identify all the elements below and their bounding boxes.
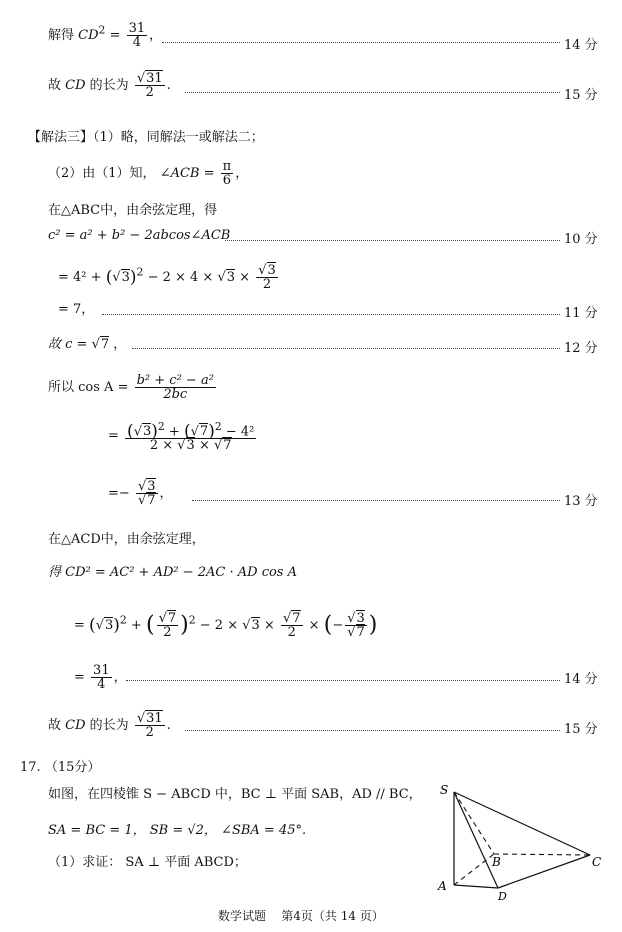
label-b: B — [492, 855, 501, 869]
sup: 2 — [98, 23, 106, 37]
cd-length-line: 故 CD 的长为 $\frac{√31}{2}$ . — [48, 71, 171, 100]
fraction: $\frac{\text{b² + c² − a²}}{2bc}$ — [136, 373, 214, 402]
cd-substitution: = $(√3)^2$ + ( $\frac{√7}{2}$ )$^2$ − 2 × √3 × $\frac{√7}{2}$ × (− $\frac{√3}{√7}$ ) — [74, 611, 378, 640]
score-leader — [102, 314, 560, 315]
fraction: $\frac{31}{4}$ — [128, 21, 146, 50]
fraction: $\frac{√31}{2}$ — [136, 71, 163, 100]
score-leader — [126, 680, 560, 681]
q17-header — [20, 760, 100, 776]
var-cd: CD — [78, 28, 99, 43]
score-11: 11 分 — [564, 306, 598, 321]
fraction: $\frac{√3}{2}$ — [258, 263, 276, 292]
fraction: $\frac{√3}{√7}$ — [137, 479, 156, 508]
score-14b: 14 分 — [564, 672, 598, 687]
eq7-line: = 7， — [58, 302, 95, 317]
c-value-line: 故 c = √7 ， — [48, 337, 127, 352]
label-s: S — [440, 783, 449, 797]
acd-law-intro: 在△ACD中，由余弦定理， — [48, 532, 205, 547]
label-c: C — [592, 855, 602, 869]
cd-length-line-2: 故 CD 的长为 $\frac{√31}{2}$ . — [48, 711, 171, 740]
score-leader — [162, 42, 560, 43]
fraction: $\frac{√31}{2}$ — [136, 711, 163, 740]
eq: = — [109, 28, 121, 43]
score-15b: 15 分 — [564, 722, 598, 737]
pyramid-figure — [432, 780, 608, 900]
abc-law-intro: 在△ABC中，由余弦定理，得 — [48, 203, 218, 218]
text: 解得 — [48, 28, 75, 43]
cosA-line: 所以 cos A = $\frac{\text{b² + c² − a²}}{2bc}$ — [48, 373, 214, 402]
score-leader — [225, 240, 560, 241]
fraction: $\frac{\pi}{6}$ — [222, 159, 232, 188]
q17-stem-2: SA = BC = 1， SB = √2， ∠SBA = 45°. — [48, 823, 307, 838]
cos-law-abc: c² = a² + b² − 2abcos∠ACB — [48, 228, 231, 243]
score-leader — [192, 500, 560, 501]
score-15a: 15 分 — [564, 88, 598, 103]
solve-cd-line: 解得 $CD^2$ = $\frac{31}{4}$ ， — [48, 21, 163, 50]
score-12: 12 分 — [564, 341, 598, 356]
cos-law-acd: 得 CD² = AC² + AD² − 2AC · AD cos A — [48, 565, 297, 580]
score-14a: 14 分 — [564, 38, 598, 53]
fraction: $\frac{31}{4}$ — [93, 663, 110, 692]
q17-part1: （1）求证： SA ⊥ 平面 ABCD； — [48, 855, 247, 870]
page-footer — [218, 908, 384, 924]
footer-page-number: 第4页（共 14 页） — [281, 909, 384, 923]
score-10: 10 分 — [564, 232, 598, 247]
label-d: D — [498, 890, 507, 900]
solution3-header: 【解法三】（1）略，同解法一或解法二； — [28, 130, 264, 145]
label-a: A — [438, 879, 447, 893]
question-points: （15分） — [44, 760, 101, 775]
fraction: $\frac{(√3)^2 + (√7)^2 - 4^2}{2 \times √3 \times √7}$ — [127, 420, 255, 454]
cosA-result: =− $\frac{√3}{√7}$ ， — [108, 479, 173, 508]
step1-line: = $4^2 + (√3)^2 - 2 \times 4 \times √3$ × $\frac{√3}{2}$ — [58, 263, 276, 292]
question-number: 17. — [20, 760, 41, 775]
score-leader — [185, 92, 560, 93]
q17-stem-1: 如图，在四棱锥 S − ABCD 中，BC ⊥ 平面 SAB，AD // BC， — [48, 787, 422, 802]
score-13: 13 分 — [564, 494, 598, 509]
cd-sq-result: = $\frac{31}{4}$ ， — [74, 663, 127, 692]
footer-subject: 数学试题 — [218, 909, 267, 923]
cosA-substitution: = $\frac{(√3)^2 + (√7)^2 - 4^2}{2 \times √3 \times √7}$ — [108, 420, 255, 454]
score-leader — [132, 348, 560, 349]
score-leader — [185, 730, 560, 731]
part2-line: （2）由（1）知， ∠ACB = $\frac{\pi}{6}$ ， — [48, 159, 249, 188]
